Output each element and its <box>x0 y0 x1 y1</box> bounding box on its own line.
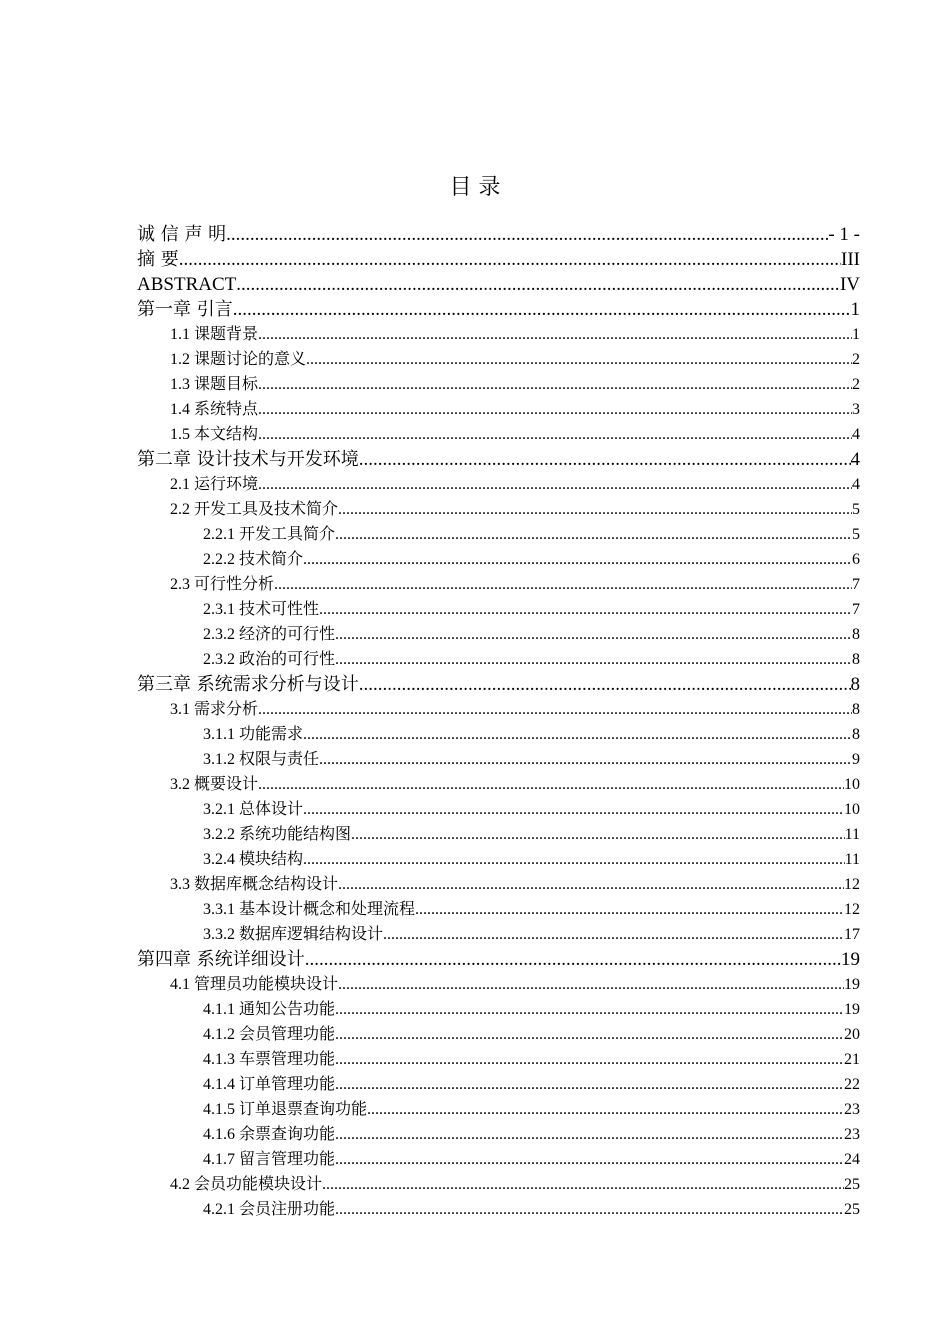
toc-entry[interactable] <box>137 297 860 322</box>
toc-entry-label: ABSTRACT <box>137 274 237 295</box>
toc-entry[interactable] <box>137 247 860 272</box>
toc-entry-page: 8 <box>852 701 860 718</box>
toc-entry-label: 1.1 课题背景 <box>170 326 259 343</box>
toc-entry-page: 12 <box>844 876 860 893</box>
toc-entry-page: 4 <box>850 449 860 470</box>
toc-entry[interactable] <box>137 722 860 747</box>
toc-entry[interactable] <box>137 1197 860 1222</box>
toc-entry[interactable] <box>137 272 860 297</box>
toc-leader-dots <box>335 1147 844 1172</box>
toc-leader-dots <box>236 272 840 297</box>
toc-entry-page: 25 <box>844 1201 860 1218</box>
toc-entry-page: 3 <box>852 401 860 418</box>
toc-entry[interactable] <box>137 1047 860 1072</box>
toc-entry-page: 1 <box>852 326 860 343</box>
toc-leader-dots <box>335 647 852 672</box>
toc-entry[interactable] <box>137 797 860 822</box>
toc-entry-page: IV <box>839 274 860 295</box>
toc-entry-label: 4.1.2 会员管理功能 <box>203 1026 336 1043</box>
toc-entry[interactable] <box>137 772 860 797</box>
toc-entry-label: 4.1.6 余票查询功能 <box>203 1126 336 1143</box>
toc-entry-page: 2 <box>852 376 860 393</box>
toc-entry-page: III <box>841 249 860 270</box>
toc-entry[interactable] <box>137 1172 860 1197</box>
toc-leader-dots <box>335 1197 844 1222</box>
toc-entry-page: 5 <box>852 526 860 543</box>
toc-entry-page: 19 <box>844 1001 860 1018</box>
toc-leader-dots <box>319 597 852 622</box>
toc-entry-page: 24 <box>844 1151 860 1168</box>
toc-leader-dots <box>359 447 851 472</box>
toc-entry-label: 1.3 课题目标 <box>170 376 259 393</box>
toc-entry-label: 3.2.2 系统功能结构图 <box>203 826 352 843</box>
toc-leader-dots <box>383 922 844 947</box>
toc-leader-dots <box>258 772 844 797</box>
toc-entry-page: 19 <box>844 976 860 993</box>
toc-entry-label: 3.2.1 总体设计 <box>203 801 304 818</box>
toc-entry-label: 3.1 需求分析 <box>170 701 259 718</box>
toc-entry[interactable] <box>137 372 860 397</box>
toc-entry-label: 4.2 会员功能模块设计 <box>170 1176 323 1193</box>
toc-entry-page: 23 <box>844 1126 860 1143</box>
toc-entry-label: 4.1 管理员功能模块设计 <box>170 976 339 993</box>
toc-entry[interactable] <box>137 672 860 697</box>
toc-leader-dots <box>351 822 845 847</box>
toc-entry-label: 3.2 概要设计 <box>170 776 259 793</box>
toc-entry-label: 第一章 引言 <box>137 299 233 320</box>
toc-entry[interactable] <box>137 1147 860 1172</box>
toc-entry-page: 5 <box>852 501 860 518</box>
toc-entry-page: 23 <box>844 1101 860 1118</box>
toc-entry-page: 8 <box>852 626 860 643</box>
toc-entry[interactable] <box>137 1122 860 1147</box>
toc-entry-page: 10 <box>844 801 860 818</box>
toc-entry[interactable] <box>137 647 860 672</box>
toc-leader-dots <box>306 347 852 372</box>
toc-entry-label: 摘 要 <box>137 249 179 270</box>
toc-entry-label: 4.1.1 通知公告功能 <box>203 1001 336 1018</box>
toc-entry-label: 2.3.2 政治的可行性 <box>203 651 336 668</box>
toc-entry[interactable] <box>137 522 860 547</box>
toc-leader-dots <box>305 947 841 972</box>
toc-entry[interactable] <box>137 572 860 597</box>
toc-entry-label: 3.1.2 权限与责任 <box>203 751 320 768</box>
toc-entry-page: 12 <box>844 901 860 918</box>
toc-entry-label: 1.4 系统特点 <box>170 401 259 418</box>
toc-leader-dots <box>335 622 852 647</box>
toc-entry-page: 4 <box>852 426 860 443</box>
table-of-contents <box>137 222 860 1222</box>
toc-leader-dots <box>335 1122 844 1147</box>
toc-entry-label: 4.1.5 订单退票查询功能 <box>203 1101 368 1118</box>
toc-entry[interactable] <box>137 897 860 922</box>
toc-entry-label: 3.3.1 基本设计概念和处理流程 <box>203 901 416 918</box>
toc-entry-label: 3.2.4 模块结构 <box>203 851 304 868</box>
toc-entry-page: 9 <box>852 751 860 768</box>
toc-leader-dots <box>258 422 852 447</box>
toc-entry-label: 2.1 运行环境 <box>170 476 259 493</box>
toc-entry-page: 19 <box>841 949 860 970</box>
toc-entry[interactable] <box>137 922 860 947</box>
toc-entry-label: 4.1.4 订单管理功能 <box>203 1076 336 1093</box>
toc-entry[interactable] <box>137 347 860 372</box>
toc-entry-label: 第四章 系统详细设计 <box>137 949 305 970</box>
toc-entry-label: 1.5 本文结构 <box>170 426 259 443</box>
toc-entry-page: 4 <box>852 476 860 493</box>
toc-entry-page: 7 <box>852 601 860 618</box>
toc-entry-label: 2.2 开发工具及技术简介 <box>170 501 339 518</box>
toc-leader-dots <box>258 372 852 397</box>
toc-entry[interactable] <box>137 472 860 497</box>
toc-leader-dots <box>258 472 852 497</box>
toc-leader-dots <box>303 547 852 572</box>
toc-leader-dots <box>322 1172 844 1197</box>
toc-leader-dots <box>335 997 844 1022</box>
toc-entry-page: 8 <box>850 674 860 695</box>
toc-entry-page: 8 <box>852 726 860 743</box>
toc-entry-label: 诚 信 声 明 <box>137 224 227 245</box>
toc-entry[interactable] <box>137 497 860 522</box>
toc-entry[interactable] <box>137 222 860 247</box>
toc-entry-label: 4.1.3 车票管理功能 <box>203 1051 336 1068</box>
toc-entry[interactable] <box>137 447 860 472</box>
toc-entry-page: 10 <box>844 776 860 793</box>
toc-leader-dots <box>335 522 852 547</box>
toc-leader-dots <box>335 1047 844 1072</box>
toc-entry-label: 1.2 课题讨论的意义 <box>170 351 307 368</box>
toc-entry-page: 17 <box>844 926 860 943</box>
toc-leader-dots <box>303 847 845 872</box>
toc-entry-page: 11 <box>844 851 860 868</box>
toc-leader-dots <box>303 722 852 747</box>
toc-leader-dots <box>226 222 828 247</box>
toc-entry-page: 2 <box>852 351 860 368</box>
toc-entry-label: 4.1.7 留言管理功能 <box>203 1151 336 1168</box>
toc-entry[interactable] <box>137 822 860 847</box>
toc-entry-page: 20 <box>844 1026 860 1043</box>
toc-entry-page: - 1 - <box>828 224 860 245</box>
toc-leader-dots <box>335 1072 844 1097</box>
toc-leader-dots <box>338 497 852 522</box>
toc-entry-page: 25 <box>844 1176 860 1193</box>
toc-entry[interactable] <box>137 697 860 722</box>
toc-leader-dots <box>258 322 852 347</box>
toc-leader-dots <box>359 672 851 697</box>
toc-entry[interactable] <box>137 872 860 897</box>
toc-entry[interactable] <box>137 397 860 422</box>
toc-entry-label: 2.2.1 开发工具简介 <box>203 526 336 543</box>
toc-entry[interactable] <box>137 322 860 347</box>
toc-leader-dots <box>274 572 852 597</box>
toc-entry[interactable] <box>137 1072 860 1097</box>
toc-leader-dots <box>179 247 841 272</box>
toc-leader-dots <box>338 972 844 997</box>
toc-entry-label: 3.1.1 功能需求 <box>203 726 304 743</box>
toc-entry-page: 22 <box>844 1076 860 1093</box>
toc-entry-label: 4.2.1 会员注册功能 <box>203 1201 336 1218</box>
toc-entry[interactable] <box>137 972 860 997</box>
toc-leader-dots <box>415 897 844 922</box>
toc-entry-label: 2.2.2 技术简介 <box>203 551 304 568</box>
toc-entry[interactable] <box>137 622 860 647</box>
toc-leader-dots <box>335 1022 844 1047</box>
toc-entry-label: 2.3 可行性分析 <box>170 576 275 593</box>
toc-entry-page: 7 <box>852 576 860 593</box>
toc-entry-label: 第二章 设计技术与开发环境 <box>137 449 359 470</box>
toc-entry-label: 3.3.2 数据库逻辑结构设计 <box>203 926 384 943</box>
toc-entry-label: 2.3.1 技术可性性 <box>203 601 320 618</box>
toc-entry-page: 21 <box>844 1051 860 1068</box>
toc-entry[interactable] <box>137 997 860 1022</box>
toc-entry-page: 8 <box>852 651 860 668</box>
page-title: 目 录 <box>449 175 501 200</box>
toc-leader-dots <box>233 297 851 322</box>
toc-entry[interactable] <box>137 1022 860 1047</box>
toc-leader-dots <box>258 697 852 722</box>
toc-entry-label: 第三章 系统需求分析与设计 <box>137 674 359 695</box>
toc-entry-page: 6 <box>852 551 860 568</box>
toc-leader-dots <box>319 747 852 772</box>
toc-entry[interactable] <box>137 597 860 622</box>
toc-entry[interactable] <box>137 422 860 447</box>
toc-leader-dots <box>338 872 844 897</box>
toc-leader-dots <box>303 797 844 822</box>
toc-entry[interactable] <box>137 947 860 972</box>
toc-entry-page: 11 <box>844 826 860 843</box>
toc-entry-label: 2.3.2 经济的可行性 <box>203 626 336 643</box>
toc-entry[interactable] <box>137 1097 860 1122</box>
toc-entry[interactable] <box>137 747 860 772</box>
toc-leader-dots <box>258 397 852 422</box>
toc-leader-dots <box>367 1097 844 1122</box>
toc-entry-label: 3.3 数据库概念结构设计 <box>170 876 339 893</box>
toc-entry[interactable] <box>137 847 860 872</box>
toc-entry-page: 1 <box>850 299 860 320</box>
toc-entry[interactable] <box>137 547 860 572</box>
